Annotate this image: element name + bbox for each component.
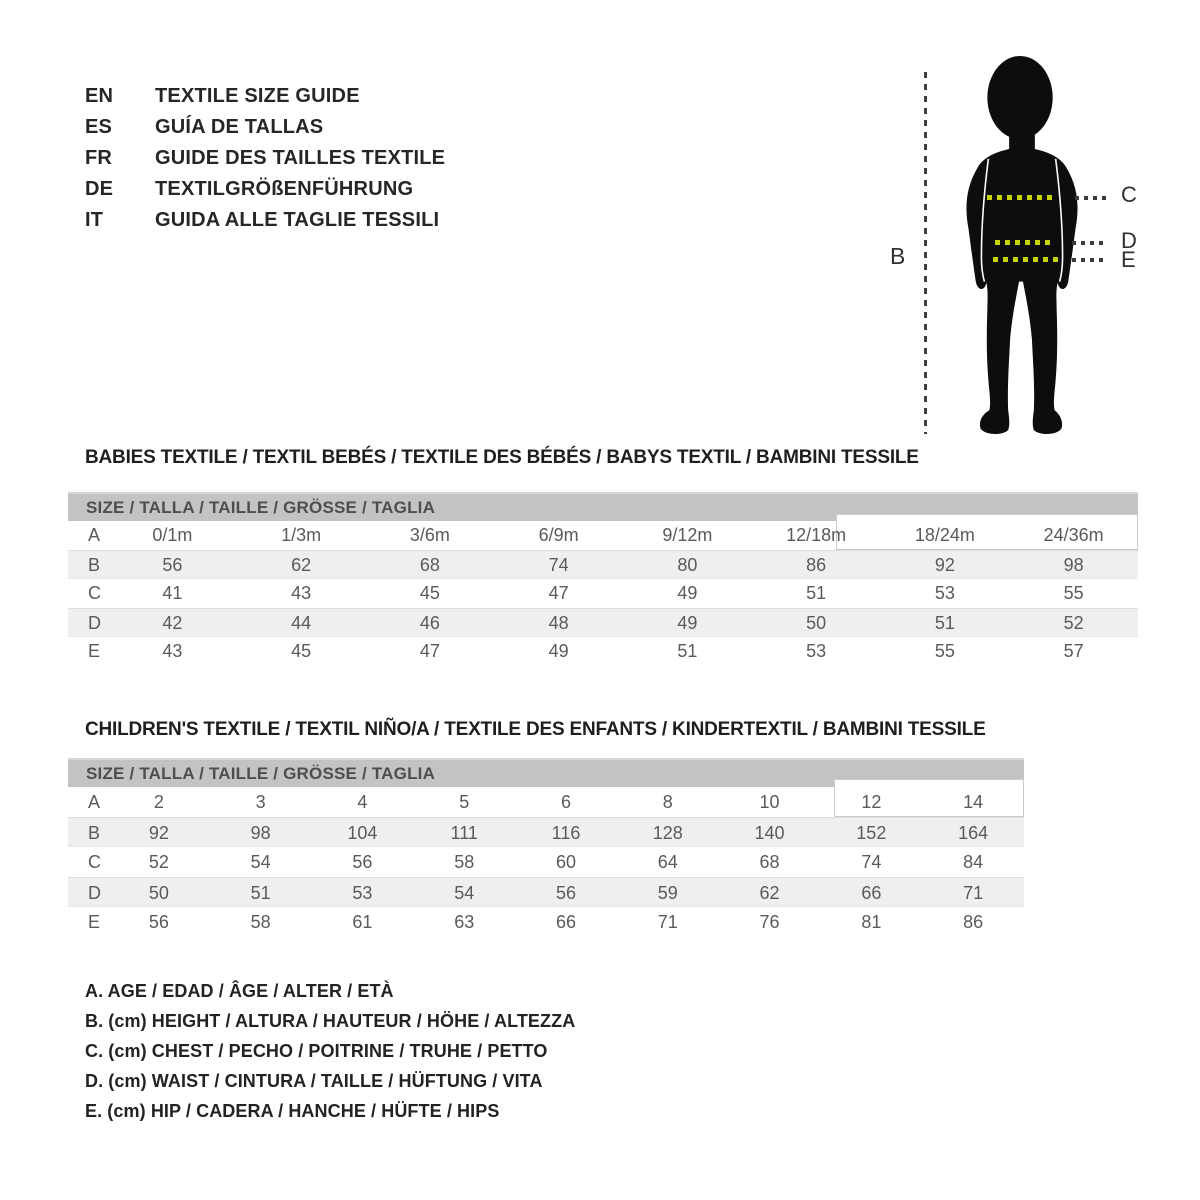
children-section-title: CHILDREN'S TEXTILE / TEXTIL NIÑO/A / TEXTILE DES ENFANTS / KINDERTEXTIL / BAMBINI TESSILE xyxy=(85,719,986,740)
language-title: GUÍA DE TALLAS xyxy=(155,116,324,138)
table-cell: 52 xyxy=(148,852,169,872)
table-cell: 152 xyxy=(856,823,887,843)
table-cell: 98 xyxy=(250,823,271,843)
table-cell: 55 xyxy=(934,641,955,661)
row-label: A xyxy=(88,525,101,545)
legend-line-age: A. AGE / EDAD / ÂGE / ALTER / ETÀ xyxy=(85,981,394,1001)
table-cell: 49 xyxy=(677,583,698,603)
row-label: B xyxy=(88,555,101,575)
table-cell: 66 xyxy=(555,912,576,932)
babies-size-table xyxy=(68,492,1138,666)
table-cell: 62 xyxy=(759,883,780,903)
table-cell: 51 xyxy=(806,583,827,603)
table-cell: 84 xyxy=(963,852,984,872)
table-row xyxy=(68,608,1138,637)
table-cell: 81 xyxy=(861,912,882,932)
table-cell: 44 xyxy=(291,613,312,633)
table-row xyxy=(68,817,1024,847)
legend-line-chest: C. (cm) CHEST / PECHO / POITRINE / TRUHE / PETTO xyxy=(85,1041,548,1061)
table-cell: 10 xyxy=(759,792,780,812)
table-row xyxy=(68,787,1024,817)
row-label: C xyxy=(88,583,101,603)
height-label: B xyxy=(890,243,906,269)
language-title: TEXTILGRÖßENFÜHRUNG xyxy=(155,178,414,200)
table-cell: 71 xyxy=(963,883,984,903)
table-cell: 76 xyxy=(759,912,780,932)
table-row xyxy=(68,550,1138,579)
table-cell: 42 xyxy=(162,613,183,633)
table-cell: 58 xyxy=(250,912,271,932)
language-row-it xyxy=(85,205,445,236)
table-cell: 51 xyxy=(677,641,698,661)
table-cell: 6/9m xyxy=(538,525,579,545)
measurement-legend xyxy=(85,976,575,1126)
table-cell: 48 xyxy=(548,613,569,633)
table-cell: 59 xyxy=(657,883,678,903)
table-cell: 46 xyxy=(419,613,440,633)
language-code: EN xyxy=(85,85,114,107)
table-cell: 5 xyxy=(459,792,470,812)
row-label: D xyxy=(88,883,101,903)
table-cell: 98 xyxy=(1063,555,1084,575)
table-cell: 1/3m xyxy=(281,525,322,545)
table-cell: 74 xyxy=(861,852,882,872)
row-label: C xyxy=(88,852,101,872)
row-label: D xyxy=(88,613,101,633)
language-row-fr xyxy=(85,143,445,174)
table-cell: 92 xyxy=(934,555,955,575)
table-cell: 18/24m xyxy=(914,525,975,545)
table-cell: 49 xyxy=(677,613,698,633)
chest-measure-line xyxy=(987,195,1057,200)
measurement-figure xyxy=(880,50,1200,460)
table-row xyxy=(68,907,1024,937)
table-cell: 64 xyxy=(657,852,678,872)
language-title-list xyxy=(85,81,445,236)
row-label: E xyxy=(88,912,101,932)
table-cell: 111 xyxy=(450,823,478,843)
table-cell: 0/1m xyxy=(152,525,193,545)
language-row-en xyxy=(85,81,445,112)
table-cell: 86 xyxy=(963,912,984,932)
table-cell: 58 xyxy=(454,852,475,872)
legend-line-hip: E. (cm) HIP / CADERA / HANCHE / HÜFTE / HIPS xyxy=(85,1101,500,1121)
waist-measure-line xyxy=(995,240,1055,245)
table-cell: 71 xyxy=(657,912,678,932)
table-cell: 49 xyxy=(548,641,569,661)
table-cell: 60 xyxy=(555,852,576,872)
language-code: FR xyxy=(85,147,113,169)
table-cell: 50 xyxy=(806,613,827,633)
table-cell: 56 xyxy=(555,883,576,903)
table-cell: 4 xyxy=(357,792,368,812)
table-cell: 54 xyxy=(454,883,475,903)
size-table-header: SIZE / TALLA / TAILLE / GRÖSSE / TAGLIA xyxy=(68,492,1138,521)
table-cell: 54 xyxy=(250,852,271,872)
children-size-table xyxy=(68,758,1024,937)
table-cell: 61 xyxy=(352,912,373,932)
child-silhouette-icon xyxy=(952,54,1092,440)
table-cell: 140 xyxy=(754,823,785,843)
table-cell: 50 xyxy=(148,883,169,903)
table-cell: 43 xyxy=(291,583,312,603)
table-cell: 53 xyxy=(934,583,955,603)
table-cell: 12/18m xyxy=(786,525,847,545)
language-title: GUIDA ALLE TAGLIE TESSILI xyxy=(155,209,440,231)
table-cell: 3/6m xyxy=(409,525,450,545)
table-row xyxy=(68,847,1024,877)
table-cell: 104 xyxy=(347,823,378,843)
table-cell: 116 xyxy=(551,823,581,843)
table-cell: 74 xyxy=(548,555,569,575)
table-cell: 92 xyxy=(148,823,169,843)
table-cell: 68 xyxy=(759,852,780,872)
chest-leader-line xyxy=(1075,196,1109,200)
row-label: E xyxy=(88,641,101,661)
table-cell: 6 xyxy=(560,792,571,812)
table-row xyxy=(68,637,1138,666)
table-cell: 12 xyxy=(861,792,882,812)
language-title: GUIDE DES TAILLES TEXTILE xyxy=(155,147,446,169)
table-cell: 68 xyxy=(419,555,440,575)
babies-section-title: BABIES TEXTILE / TEXTIL BEBÉS / TEXTILE DES BÉBÉS / BABYS TEXTIL / BAMBINI TESSILE xyxy=(85,447,919,468)
table-cell: 86 xyxy=(806,555,827,575)
table-cell: 52 xyxy=(1063,613,1084,633)
language-title: TEXTILE SIZE GUIDE xyxy=(155,85,360,107)
legend-line-height: B. (cm) HEIGHT / ALTURA / HAUTEUR / HÖHE / ALTEZZA xyxy=(85,1011,576,1031)
row-label: A xyxy=(88,792,101,812)
table-cell: 63 xyxy=(454,912,475,932)
language-row-de xyxy=(85,174,445,205)
table-cell: 56 xyxy=(162,555,183,575)
table-cell: 3 xyxy=(255,792,266,812)
height-measure-line xyxy=(924,72,927,434)
row-label: B xyxy=(88,823,101,843)
table-cell: 128 xyxy=(652,823,683,843)
table-cell: 51 xyxy=(250,883,271,903)
table-cell: 56 xyxy=(148,912,169,932)
table-cell: 47 xyxy=(548,583,569,603)
hip-label: E xyxy=(1121,247,1136,272)
waist-leader-line xyxy=(1072,241,1108,245)
table-cell: 57 xyxy=(1063,641,1084,661)
table-row xyxy=(68,579,1138,608)
size-table-header: SIZE / TALLA / TAILLE / GRÖSSE / TAGLIA xyxy=(68,758,1024,787)
table-row xyxy=(68,521,1138,550)
table-cell: 53 xyxy=(806,641,827,661)
language-code: ES xyxy=(85,116,113,138)
language-code: DE xyxy=(85,178,114,200)
table-cell: 47 xyxy=(419,641,440,661)
table-cell: 80 xyxy=(677,555,698,575)
table-cell: 45 xyxy=(291,641,312,661)
legend-line-waist: D. (cm) WAIST / CINTURA / TAILLE / HÜFTUNG / VITA xyxy=(85,1071,543,1091)
table-cell: 43 xyxy=(162,641,183,661)
language-row-es xyxy=(85,112,445,143)
table-cell: 62 xyxy=(291,555,312,575)
table-cell: 14 xyxy=(963,792,984,812)
table-cell: 53 xyxy=(352,883,373,903)
hip-leader-line xyxy=(1072,258,1108,262)
hip-measure-line xyxy=(993,257,1059,262)
table-cell: 66 xyxy=(861,883,882,903)
table-cell: 55 xyxy=(1063,583,1084,603)
table-cell: 51 xyxy=(934,613,955,633)
table-cell: 9/12m xyxy=(662,525,713,545)
table-cell: 24/36m xyxy=(1043,525,1104,545)
table-cell: 41 xyxy=(162,583,183,603)
table-cell: 8 xyxy=(662,792,673,812)
table-cell: 56 xyxy=(352,852,373,872)
chest-label: C xyxy=(1121,182,1137,207)
table-cell: 45 xyxy=(419,583,440,603)
table-cell: 2 xyxy=(153,792,164,812)
waist-label: D xyxy=(1121,228,1137,253)
table-row xyxy=(68,877,1024,907)
language-code: IT xyxy=(85,209,104,231)
table-cell: 164 xyxy=(958,823,989,843)
